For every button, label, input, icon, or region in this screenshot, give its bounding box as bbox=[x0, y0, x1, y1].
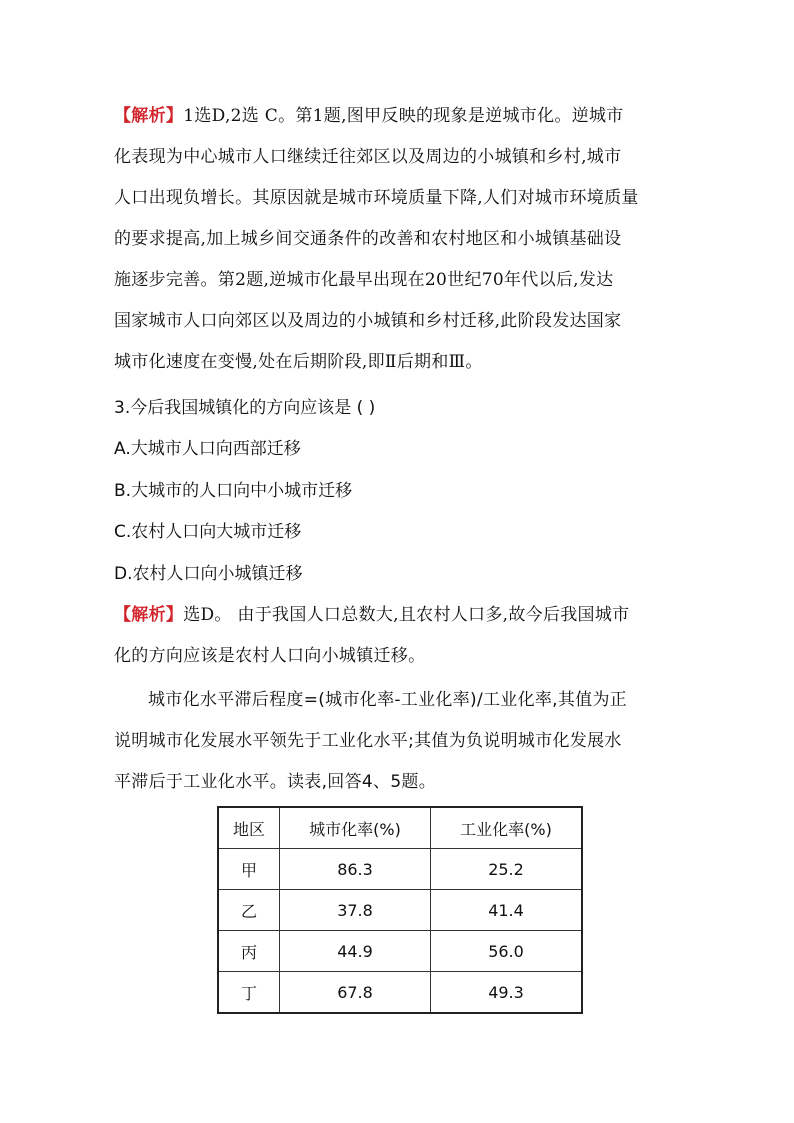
table-cell: 86.3 bbox=[280, 849, 431, 890]
header-region: 地区 bbox=[218, 807, 280, 849]
analysis-line: 施逐步完善。第2题,逆城市化最早出现在20世纪70年代以后,发达 bbox=[114, 270, 614, 290]
table-row bbox=[218, 972, 582, 1014]
intro-line: 城市化水平滞后程度=(城市化率-工业化率)/工业化率,其值为正 bbox=[148, 690, 628, 710]
intro-line: 平滞后于工业化水平。读表,回答4、5题。 bbox=[114, 772, 437, 792]
table-cell: 49.3 bbox=[431, 972, 583, 1014]
analysis-block-1 bbox=[114, 96, 684, 383]
analysis-line: 城市化速度在变慢,处在后期阶段,即Ⅱ后期和Ⅲ。 bbox=[114, 352, 483, 372]
intro-line: 说明城市化发展水平领先于工业化水平;其值为负说明城市化发展水 bbox=[114, 731, 622, 751]
header-industrialization-rate: 工业化率(%) bbox=[431, 807, 583, 849]
analysis-line: 化的方向应该是农村人口向小城镇迁移。 bbox=[114, 646, 426, 666]
analysis-line: 化表现为中心城市人口继续迁往郊区以及周边的小城镇和乡村,城市 bbox=[114, 147, 622, 167]
table-row bbox=[218, 931, 582, 972]
analysis-block-2 bbox=[114, 595, 684, 677]
table-cell: 乙 bbox=[218, 890, 280, 931]
analysis-tag: 【解析】 bbox=[114, 106, 184, 126]
table-cell: 56.0 bbox=[431, 931, 583, 972]
question-3-stem: 3.今后我国城镇化的方向应该是 ( ) bbox=[114, 398, 376, 418]
analysis-line: 【解析】选D。 由于我国人口总数大,且农村人口多,故今后我国城市 bbox=[114, 605, 630, 625]
table-cell: 丙 bbox=[218, 931, 280, 972]
table-header-row bbox=[218, 807, 582, 849]
header-urbanization-rate: 城市化率(%) bbox=[280, 807, 431, 849]
analysis-tag: 【解析】 bbox=[114, 605, 184, 625]
table-cell: 44.9 bbox=[280, 931, 431, 972]
analysis-line: 的要求提高,加上城乡间交通条件的改善和农村地区和小城镇基础设 bbox=[114, 229, 622, 249]
table-cell: 25.2 bbox=[431, 849, 583, 890]
option-b: B.大城市的人口向中小城市迁移 bbox=[114, 481, 353, 501]
option-c: C.农村人口向大城市迁移 bbox=[114, 522, 302, 542]
option-d: D.农村人口向小城镇迁移 bbox=[114, 564, 303, 584]
intro-block bbox=[114, 680, 684, 803]
analysis-line: 【解析】1选D,2选 C。第1题,图甲反映的现象是逆城市化。逆城市 bbox=[114, 106, 624, 126]
table-row bbox=[218, 849, 582, 890]
data-table bbox=[217, 806, 583, 1014]
table-cell: 67.8 bbox=[280, 972, 431, 1014]
table-cell: 41.4 bbox=[431, 890, 583, 931]
analysis-line: 国家城市人口向郊区以及周边的小城镇和乡村迁移,此阶段发达国家 bbox=[114, 311, 622, 331]
table-row bbox=[218, 890, 582, 931]
table-cell: 甲 bbox=[218, 849, 280, 890]
table-cell: 丁 bbox=[218, 972, 280, 1014]
table-cell: 37.8 bbox=[280, 890, 431, 931]
analysis-line: 人口出现负增长。其原因就是城市环境质量下降,人们对城市环境质量 bbox=[114, 188, 639, 208]
option-a: A.大城市人口向西部迁移 bbox=[114, 439, 301, 459]
